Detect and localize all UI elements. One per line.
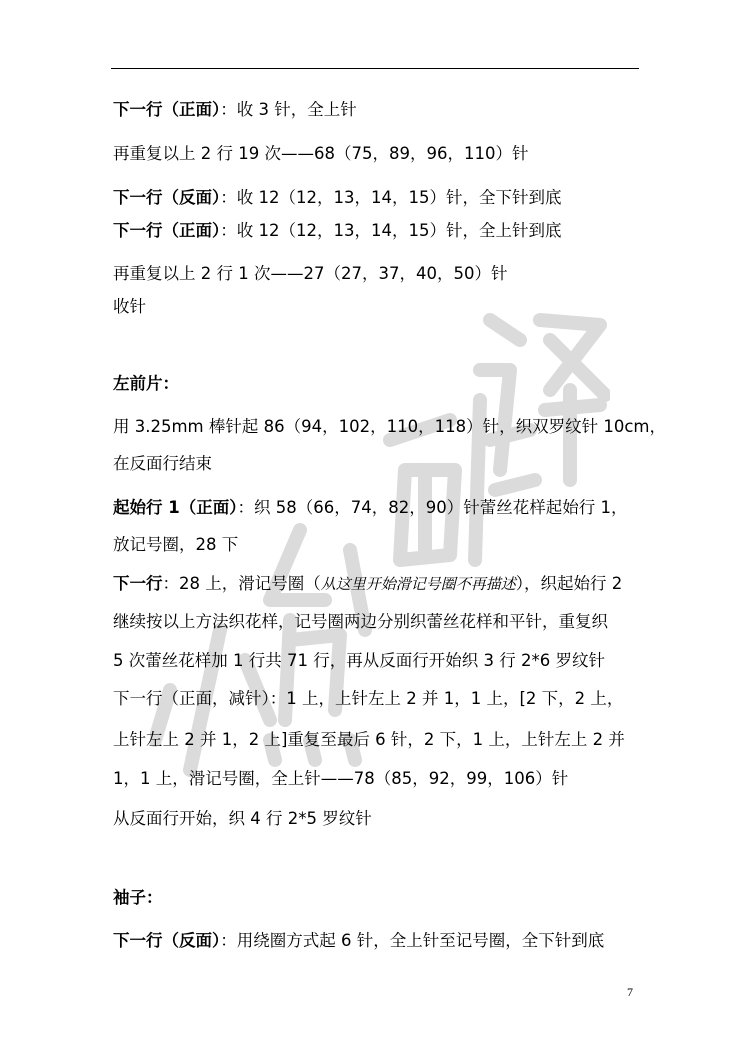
text-line: 从反面行开始，织 4 行 2*5 罗纹针 bbox=[113, 809, 372, 828]
text-line: 下一行（正面）：收 12（12，13，14，15）针，全上针到底 bbox=[113, 221, 562, 240]
text-line: 1，1 上，滑记号圈，全上针——78（85，92，99，106）针 bbox=[113, 769, 569, 788]
text-line: 收针 bbox=[113, 297, 146, 316]
text-line: 上针左上 2 并 1，2 上]重复至最后 6 针，2 下，1 上，上针左上 2 并 bbox=[113, 730, 625, 749]
section-heading-sleeves: 袖子： bbox=[113, 888, 163, 907]
text-line: 在反面行结束 bbox=[113, 454, 212, 473]
text-line: 下一行（反面）：用绕圈方式起 6 针，全上针至记号圈，全下针到底 bbox=[113, 931, 605, 950]
text-line: 下一行（反面）：收 12（12，13，14，15）针，全下针到底 bbox=[113, 188, 562, 207]
text-line: 下一行（正面）：收 3 针，全上针 bbox=[113, 100, 357, 119]
text-line: 继续按以上方法织花样，记号圈两边分别织蕾丝花样和平针，重复织 bbox=[113, 612, 608, 631]
text-line: 再重复以上 2 行 1 次——27（27，37，40，50）针 bbox=[113, 264, 508, 283]
text-line: 用 3.25mm 棒针起 86（94，102，110，118）针，织双罗纹针 10cm， bbox=[113, 417, 666, 436]
page-number: 7 bbox=[627, 985, 633, 999]
text-line: 5 次蕾丝花样加 1 行共 71 行，再从反面行开始织 3 行 2*6 罗纹针 bbox=[113, 651, 605, 670]
section-heading-left-front: 左前片： bbox=[113, 374, 179, 393]
text-line: 再重复以上 2 行 19 次——68（75，89，96，110）针 bbox=[113, 144, 529, 163]
text-line: 下一行：28 上，滑记号圈（从这里开始滑记号圈不再描述），织起始行 2 bbox=[113, 574, 623, 593]
text-line: 起始行 1（正面）：织 58（66，74，82，90）针蕾丝花样起始行 1， bbox=[113, 498, 628, 517]
text-line: 下一行（正面，减针）：1 上，上针左上 2 并 1，1 上，[2 下，2 上， bbox=[113, 689, 624, 708]
text-line: 放记号圈，28 下 bbox=[113, 535, 239, 554]
